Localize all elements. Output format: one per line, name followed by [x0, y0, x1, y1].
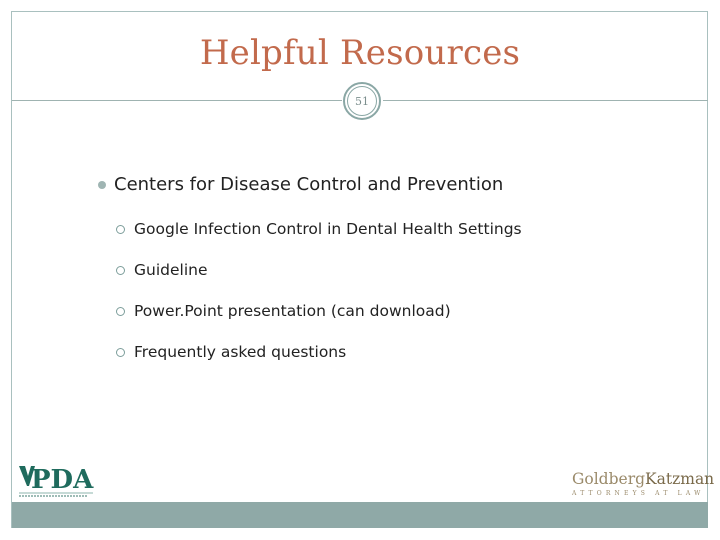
title-divider-left [12, 100, 342, 101]
sub-bullet [116, 343, 346, 361]
bullet-dot-icon [98, 181, 106, 189]
pda-logo [17, 462, 99, 500]
sub-bullet [116, 261, 208, 279]
goldberg-katzman-logo [570, 466, 715, 500]
title-divider-right [383, 100, 708, 101]
sub-bullet [116, 302, 451, 320]
sub-bullet-text: Google Infection Control in Dental Health Settings [134, 220, 522, 238]
gk-logo-name: GoldbergKatzman [572, 470, 715, 488]
pda-logo-wordmark: PDA [31, 465, 94, 495]
bullet-circle-icon [116, 225, 125, 234]
main-bullet [98, 174, 503, 195]
sub-bullet [116, 220, 522, 238]
sub-bullet-text: Guideline [134, 261, 208, 279]
slide-title: Helpful Resources [199, 33, 521, 73]
sub-bullet-text: Frequently asked questions [134, 343, 347, 361]
main-bullet-text: Centers for Disease Control and Prevention [114, 174, 504, 195]
footer-bar [12, 502, 708, 528]
bullet-circle-icon [116, 348, 125, 357]
slide-number: 51 [347, 86, 377, 116]
slide-number-badge [343, 82, 381, 120]
bullet-circle-icon [116, 266, 125, 275]
bullet-circle-icon [116, 307, 125, 316]
gk-logo-tagline: ATTORNEYS AT LAW [572, 490, 705, 497]
sub-bullet-text: Power.Point presentation (can download) [134, 302, 451, 320]
